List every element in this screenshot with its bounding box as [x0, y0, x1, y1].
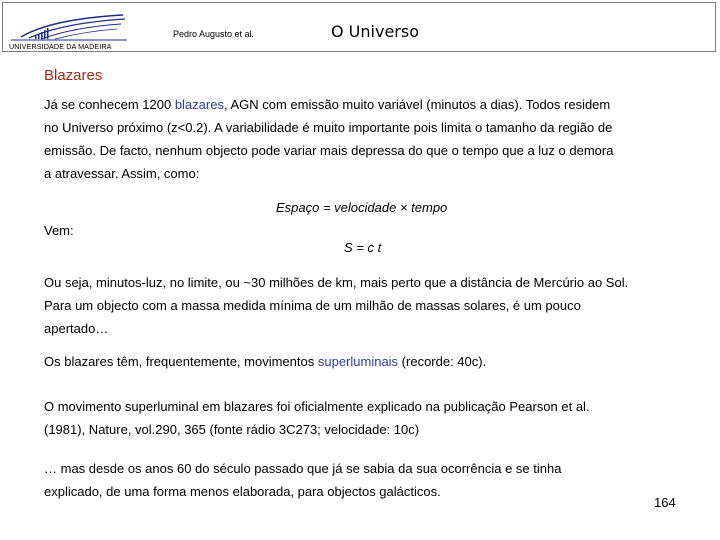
paragraph-5: [44, 457, 561, 503]
paragraph-5-line-1: … mas desde os anos 60 do século passado que já se sabia da sua ocorrência e se tinha: [44, 461, 562, 476]
paragraph-2-line-2: Para um objecto com a massa medida mínima de um milhão de massas solares, é um pouco: [44, 298, 581, 313]
header-title: O Universo: [331, 22, 419, 41]
paragraph-2: [44, 271, 628, 340]
page-number: 164: [654, 495, 676, 510]
paragraph-1-line-4: a atravessar. Assim, como:: [44, 166, 200, 181]
paragraph-1-line-2: no Universo próximo (z<0.2). A variabilidade é muito importante pois limita o tamanho da região de: [44, 120, 613, 135]
blazares-term: blazares: [174, 97, 224, 112]
text-span: Já se conhecem 1200: [44, 97, 175, 112]
paragraph-4-line-2: (1981), Nature, vol.290, 365 (fonte rádio 3C273; velocidade: 10c): [44, 422, 420, 437]
paragraph-4-line-1: O movimento superluminal em blazares foi oficialmente explicado na publicação Pearson et al.: [44, 399, 590, 414]
text-span: Os blazares têm, frequentemente, movimentos: [44, 354, 318, 369]
paragraph-1-line-3: emissão. De facto, nenhum objecto pode variar mais depressa do que o tempo que a luz o demora: [44, 143, 614, 158]
university-name: UNIVERSIDADE DA MADEIRA: [9, 42, 112, 51]
superluminais-term: superluminais: [317, 354, 399, 369]
text-span: (recorde: 40c).: [398, 354, 487, 369]
paragraph-2-line-1: Ou seja, minutos-luz, no limite, ou ~30 milhões de km, mais perto que a distância de Mercúrio ao Sol.: [44, 275, 629, 290]
section-title: Blazares: [44, 67, 103, 84]
paragraph-5-line-2: explicado, de uma forma menos elaborada, para objectos galácticos.: [44, 484, 441, 499]
equation-2: S = c t: [344, 240, 382, 255]
author-label: Pedro Augusto et al.: [173, 29, 255, 39]
paragraph-1-line-1: [44, 93, 613, 116]
equation-1: Espaço = velocidade × tempo: [276, 200, 448, 215]
paragraph-3: [44, 350, 486, 373]
vem-label: Vem:: [44, 223, 74, 238]
paragraph-2-line-3: apertado…: [44, 321, 109, 336]
university-logo: [11, 13, 127, 41]
paragraph-4: [44, 395, 590, 441]
paragraph-1: [44, 93, 613, 185]
text-span: , AGN com emissão muito variável (minutos a dias). Todos residem: [223, 97, 611, 112]
header-box: [2, 2, 716, 52]
